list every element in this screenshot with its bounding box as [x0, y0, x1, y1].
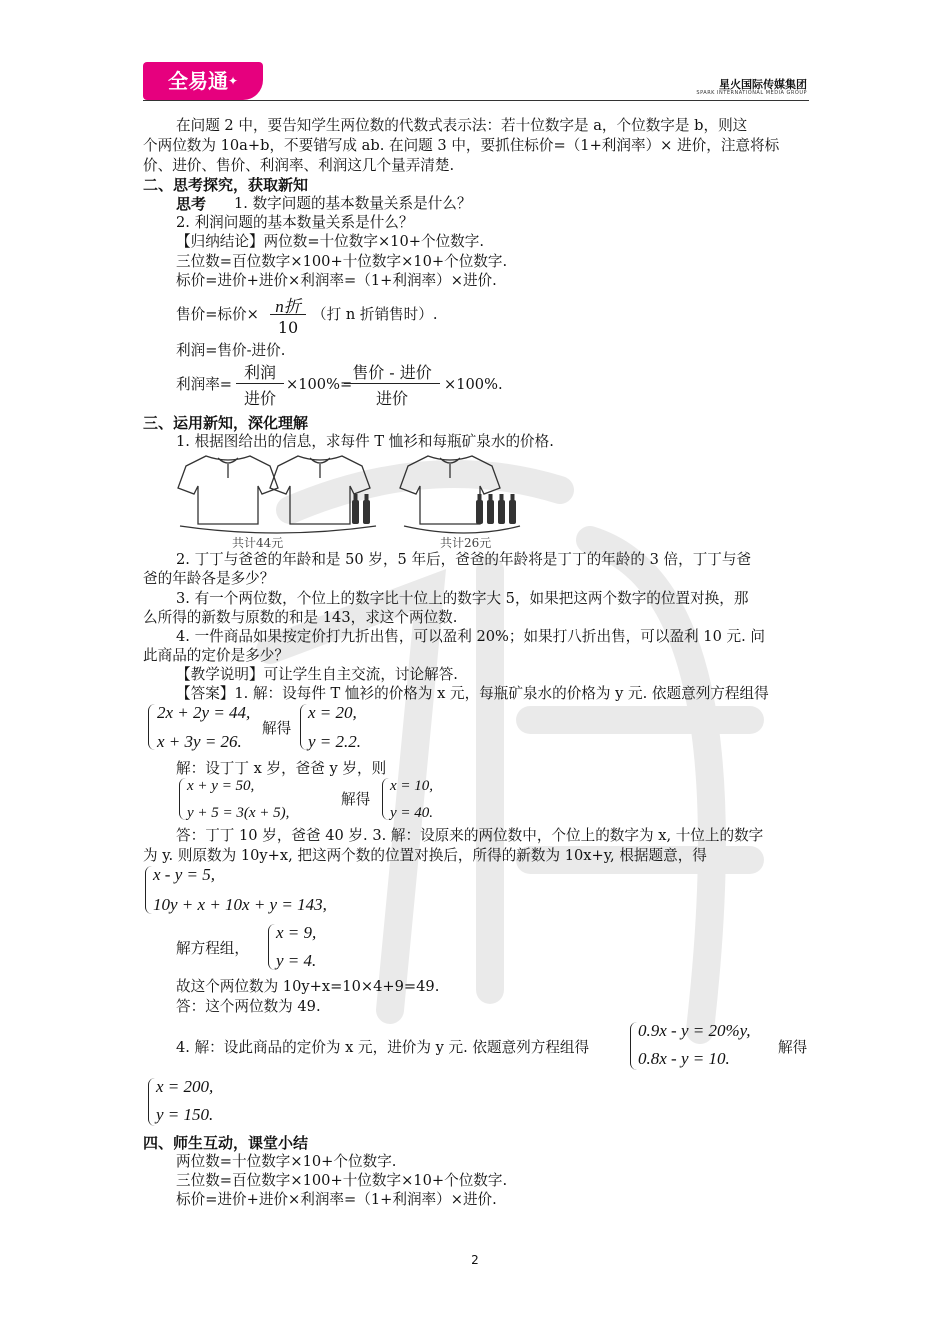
rate-percent-1: ×100%= — [286, 376, 353, 393]
problem-3-line-2: 么所得的新数与原数的和是 143，求这个两位数. — [143, 609, 458, 626]
brace — [630, 1022, 637, 1070]
rate-formula-label: 利润率= — [176, 376, 233, 393]
problem-2-line-2: 爸的年龄各是多少？ — [143, 570, 275, 587]
header-rule — [143, 100, 809, 101]
rate-numerator-2: 售价 - 进价 — [352, 363, 432, 382]
publisher-subtitle: SPARK INTERNATIONAL MEDIA GROUP — [696, 90, 807, 96]
tshirt-icon — [400, 456, 500, 524]
answer-3-line-1: 答：丁丁 10 岁，爸爸 40 岁. 3. 解：设原来的两位数中，个位上的数字为 x, 十位上的数字 — [176, 827, 764, 844]
equation-4b: 0.8x - y = 10. — [638, 1049, 730, 1068]
solve-label-1: 解得 — [262, 720, 292, 737]
section-4-title: 四、师生互动，课堂小结 — [143, 1134, 309, 1152]
answer-3-line-2: 为 y. 则原数为 10y+x, 把这两个数的位置对换后，所得的新数为 10x+y, 根据题意，得 — [143, 847, 707, 864]
publisher-name: 星火国际传媒集团 — [719, 78, 807, 91]
profit-formula: 利润=售价-进价. — [176, 342, 286, 359]
rate-percent-2: ×100%. — [444, 376, 503, 393]
problem-1: 1. 根据图给出的信息，求每件 T 恤衫和每瓶矿泉水的价格. — [176, 433, 554, 450]
brace — [382, 778, 389, 820]
solution-4b: y = 150. — [156, 1105, 214, 1124]
problem-3-line-1: 3. 有一个两位数，个位上的数字比十位上的数字大 5，如果把这两个数字的位置对换，那 — [176, 590, 749, 607]
bottle-icon — [476, 494, 483, 524]
fraction-bar — [236, 383, 284, 384]
equation-2a: x + y = 50, — [187, 778, 255, 794]
problem-2-line-1: 2. 丁丁与爸爸的年龄和是 50 岁，5 年后，爸爸的年龄将是丁丁的年龄的 3 倍，丁丁与爸 — [176, 551, 752, 568]
solve-label-3: 解方程组， — [176, 940, 249, 957]
page-number: 2 — [471, 1253, 479, 1267]
brand-logo: 全易通✦ — [143, 62, 263, 100]
figure-caption-2: 共计26元 — [440, 536, 492, 550]
intro-line-2: 个两位数为 10a+b，不要错写成 ab. 在问题 3 中，要抓住标价=（1+利润率）× 进价，注意将标 — [143, 137, 780, 154]
intro-line-1: 在问题 2 中，要告知学生两位数的代数式表示法：若十位数字是 a，个位数字是 b，则这 — [176, 117, 748, 134]
conclusion-line-2: 三位数=百位数字×100+十位数字×10+个位数字. — [176, 253, 508, 270]
sale-denominator: 10 — [277, 318, 299, 337]
conclusion-line-1: 【归纳结论】两位数=十位数字×10+个位数字. — [176, 233, 484, 250]
sale-price-formula: 售价=标价× — [176, 306, 259, 323]
solve-label-4: 解得 — [778, 1039, 808, 1056]
answer-4-intro: 4. 解：设此商品的定价为 x 元，进价为 y 元. 依题意列方程组得 — [176, 1039, 590, 1056]
think-label: 思考 — [176, 195, 207, 213]
section-3-title: 三、运用新知，深化理解 — [143, 414, 309, 432]
bottle-icon — [487, 494, 494, 524]
answer-1-intro: 【答案】1. 解：设每件 T 恤衫的价格为 x 元，每瓶矿泉水的价格为 y 元. 依题意列方程组得 — [176, 685, 769, 702]
equation-3a: x - y = 5, — [153, 865, 215, 884]
intro-line-3: 价、进价、售价、利润率、利润这几个量弄清楚. — [143, 157, 455, 174]
equation-2b: y + 5 = 3(x + 5), — [187, 805, 290, 821]
brace — [148, 704, 155, 750]
solution-3b: y = 4. — [276, 951, 317, 970]
brace — [145, 866, 152, 914]
equation-1a: 2x + 2y = 44, — [157, 703, 251, 722]
equation-3b: 10y + x + 10x + y = 143, — [153, 895, 327, 914]
teaching-note: 【教学说明】可让学生自主交流，讨论解答. — [176, 666, 458, 683]
shirts-and-bottles-figure — [176, 448, 536, 548]
brand-name: 全易通 — [167, 69, 228, 93]
answer-2-intro: 解：设丁丁 x 岁，爸爸 y 岁，则 — [176, 760, 387, 777]
solve-label-2: 解得 — [341, 791, 371, 808]
brace — [268, 924, 275, 970]
think-question-1: 1. 数字问题的基本数量关系是什么？ — [234, 195, 472, 212]
bottle-icon — [352, 494, 359, 524]
brace — [179, 778, 186, 820]
sale-numerator: n折 — [275, 297, 301, 316]
sale-note: （打 n 折销售时）. — [312, 306, 438, 323]
bottle-icon — [498, 494, 505, 524]
summary-line-2: 三位数=百位数字×100+十位数字×10+个位数字. — [176, 1172, 508, 1189]
answer-3-result: 故这个两位数为 10y+x=10×4+9=49. — [176, 978, 440, 995]
solution-1a: x = 20, — [308, 703, 357, 722]
rate-denominator-1: 进价 — [243, 389, 276, 408]
brace — [148, 1078, 155, 1126]
rate-denominator-2: 进价 — [375, 389, 408, 408]
equation-4a: 0.9x - y = 20%y, — [638, 1021, 751, 1040]
rate-numerator-1: 利润 — [243, 363, 276, 382]
bottle-icon — [363, 494, 370, 524]
brace — [300, 704, 307, 750]
figure-caption-1: 共计44元 — [232, 536, 284, 550]
answer-3-conclusion: 答：这个两位数为 49. — [176, 998, 321, 1015]
equation-1b: x + 3y = 26. — [157, 732, 242, 751]
solution-3a: x = 9, — [276, 923, 317, 942]
summary-line-3: 标价=进价+进价×利润率=（1+利润率）×进价. — [176, 1191, 497, 1208]
tshirt-icon — [178, 456, 278, 524]
conclusion-line-3: 标价=进价+进价×利润率=（1+利润率）×进价. — [176, 272, 497, 289]
fraction-bar — [344, 383, 440, 384]
summary-line-1: 两位数=十位数字×10+个位数字. — [176, 1153, 397, 1170]
solution-2b: y = 40. — [390, 805, 434, 821]
solution-1b: y = 2.2. — [308, 732, 362, 751]
problem-4-line-2: 此商品的定价是多少？ — [143, 647, 289, 664]
section-2-title: 二、思考探究，获取新知 — [143, 176, 309, 194]
bottle-icon — [509, 494, 516, 524]
think-question-2: 2. 利润问题的基本数量关系是什么？ — [176, 214, 414, 231]
problem-4-line-1: 4. 一件商品如果按定价打九折出售，可以盈利 20%；如果打八折出售，可以盈利 10 元. 问 — [176, 628, 765, 645]
fraction-bar — [270, 314, 306, 315]
solution-4a: x = 200, — [156, 1077, 214, 1096]
solution-2a: x = 10, — [390, 778, 434, 794]
